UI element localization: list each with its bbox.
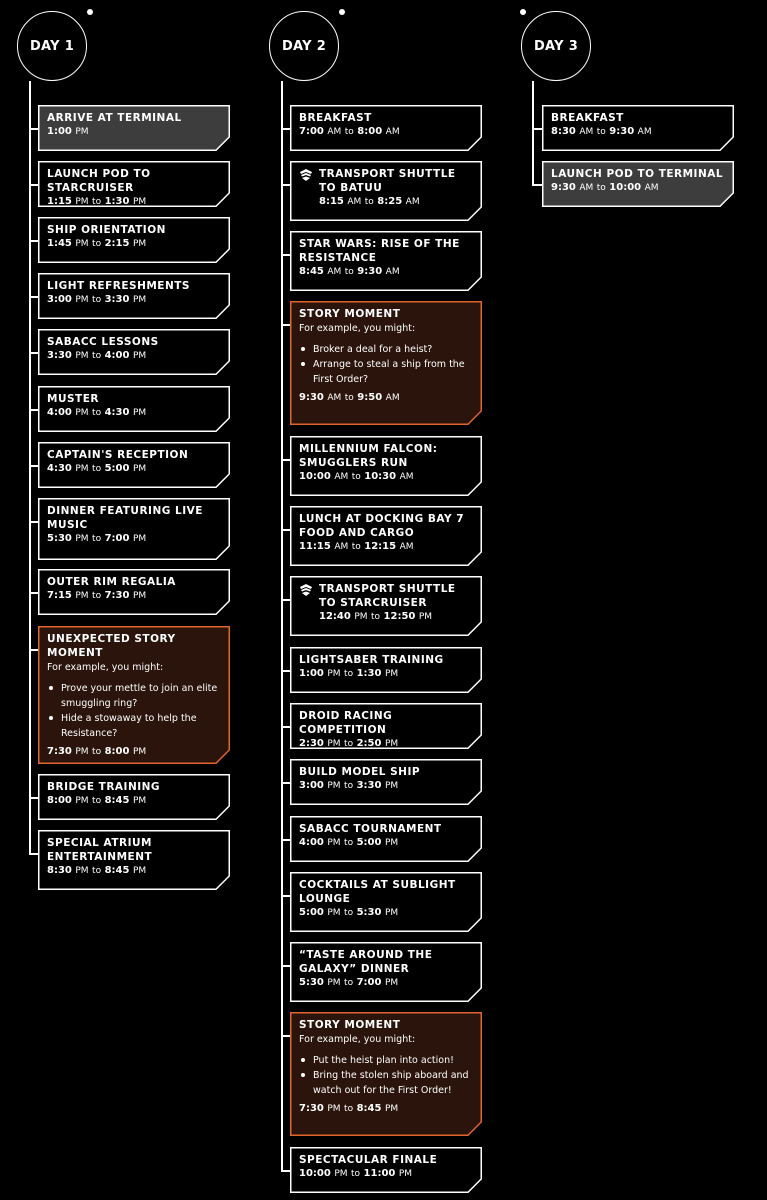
time-value: 8:00 [47, 795, 72, 806]
event-card [290, 1147, 482, 1193]
timeline-connector [281, 324, 290, 326]
time-separator: to [351, 472, 361, 482]
time-separator: to [344, 838, 354, 848]
event-card [290, 506, 482, 566]
event-time [47, 864, 220, 878]
day-label: DAY 1 [29, 38, 75, 54]
time-meridiem: PM [75, 866, 89, 876]
timeline-connector [281, 895, 290, 897]
timeline-connector [29, 184, 38, 186]
time-value: 5:00 [299, 907, 324, 918]
time-separator: to [351, 1169, 361, 1179]
event-time [47, 532, 220, 546]
time-meridiem: AM [334, 542, 349, 552]
time-meridiem: PM [75, 295, 89, 305]
event-time [47, 406, 220, 420]
event-time [299, 667, 472, 681]
time-value: 4:00 [299, 837, 324, 848]
time-separator: to [344, 978, 354, 988]
timeline-connector [29, 592, 38, 594]
event-card [38, 161, 230, 207]
event-card [290, 231, 482, 291]
time-meridiem: PM [132, 464, 147, 474]
time-meridiem: PM [132, 591, 147, 601]
event-card [38, 442, 230, 488]
time-meridiem: AM [399, 472, 414, 482]
event-time [299, 470, 472, 484]
time-meridiem: PM [327, 978, 341, 988]
day-marker-dot [339, 9, 345, 15]
event-title: SPECTACULAR FINALE [299, 1154, 438, 1166]
day-label: DAY 2 [281, 38, 327, 54]
event-title: BREAKFAST [551, 112, 624, 124]
timeline-connector [532, 128, 542, 130]
timeline-connector [281, 1170, 290, 1172]
event-time [47, 462, 220, 476]
event-title: LIGHT REFRESHMENTS [47, 280, 190, 292]
time-separator: to [344, 669, 354, 679]
event-time [299, 540, 472, 554]
time-value: 8:45 [299, 266, 324, 277]
time-value: 3:30 [104, 294, 130, 305]
timeline-connector [29, 240, 38, 242]
time-value: 8:15 [319, 196, 344, 207]
time-separator: to [351, 542, 361, 552]
time-value: 8:00 [357, 126, 383, 137]
time-value: 1:15 [47, 196, 72, 207]
time-meridiem: AM [579, 127, 594, 137]
story-option: Broker a deal for a heist? [313, 342, 472, 357]
timeline-connector [29, 128, 38, 130]
time-value: 8:30 [47, 865, 72, 876]
time-meridiem: AM [579, 183, 594, 193]
time-value: 12:50 [383, 611, 416, 622]
story-options [47, 681, 220, 741]
time-separator: to [344, 739, 354, 749]
event-card [290, 161, 482, 221]
event-title: BREAKFAST [299, 112, 372, 124]
time-meridiem: PM [384, 781, 399, 791]
time-value: 4:30 [104, 407, 130, 418]
time-meridiem: AM [637, 127, 652, 137]
time-value: 9:30 [299, 392, 324, 403]
story-option: Arrange to steal a ship from the First Order? [313, 357, 472, 387]
timeline-connector [29, 409, 38, 411]
time-meridiem: PM [132, 796, 147, 806]
time-meridiem: PM [132, 866, 147, 876]
time-meridiem: PM [398, 1169, 413, 1179]
time-value: 7:00 [104, 533, 130, 544]
event-time [47, 794, 220, 808]
event-title: TRANSPORT SHUTTLE TO STARCRUISER [319, 583, 456, 609]
timeline-connector [29, 296, 38, 298]
story-options [299, 342, 472, 387]
day-1-circle [17, 11, 87, 81]
timeline-connector [29, 521, 38, 523]
time-meridiem: PM [327, 739, 341, 749]
time-meridiem: PM [384, 669, 399, 679]
time-separator: to [92, 295, 102, 305]
time-separator: to [92, 197, 102, 207]
event-time [299, 737, 472, 751]
time-value: 5:00 [104, 463, 130, 474]
time-separator: to [92, 796, 102, 806]
event-card [38, 774, 230, 820]
event-time [47, 745, 220, 759]
shuttle-icon [299, 167, 313, 209]
time-meridiem: AM [385, 127, 400, 137]
event-card [290, 942, 482, 1002]
event-title: OUTER RIM REGALIA [47, 576, 176, 588]
time-meridiem: PM [384, 978, 399, 988]
time-meridiem: AM [385, 393, 400, 403]
event-card [290, 576, 482, 636]
time-meridiem: PM [384, 1104, 399, 1114]
story-intro: For example, you might: [299, 1034, 416, 1045]
time-value: 7:30 [104, 590, 130, 601]
time-value: 8:45 [356, 1103, 382, 1114]
event-title: STAR WARS: RISE OF THE RESISTANCE [299, 238, 460, 264]
event-card [38, 329, 230, 375]
event-time [47, 293, 220, 307]
time-meridiem: AM [644, 183, 659, 193]
timeline-connector [29, 465, 38, 467]
event-card [290, 816, 482, 862]
time-separator: to [92, 351, 102, 361]
time-meridiem: AM [385, 267, 400, 277]
story-moment-card [290, 1012, 482, 1136]
event-time [47, 195, 220, 209]
timeline-connector [29, 797, 38, 799]
event-card [38, 569, 230, 615]
time-separator: to [92, 591, 102, 601]
time-separator: to [596, 183, 606, 193]
time-value: 5:30 [47, 533, 72, 544]
event-time [47, 589, 220, 603]
time-separator: to [92, 239, 102, 249]
event-time [47, 237, 220, 251]
day-2-circle [269, 11, 339, 81]
event-card [542, 105, 734, 151]
time-separator: to [92, 464, 102, 474]
event-time [299, 976, 472, 990]
time-meridiem: PM [334, 1169, 348, 1179]
event-card [290, 703, 482, 749]
event-card [38, 498, 230, 560]
event-time [299, 836, 472, 850]
time-meridiem: PM [132, 197, 147, 207]
time-value: 1:45 [47, 238, 72, 249]
time-value: 12:15 [364, 541, 397, 552]
event-title: UNEXPECTED STORY MOMENT [47, 633, 176, 659]
time-value: 11:00 [363, 1168, 396, 1179]
timeline-connector [281, 782, 290, 784]
time-meridiem: AM [334, 472, 349, 482]
event-title: SABACC LESSONS [47, 336, 159, 348]
event-title: SPECIAL ATRIUM ENTERTAINMENT [47, 837, 153, 863]
time-separator: to [344, 393, 354, 403]
event-card [38, 105, 230, 151]
time-meridiem: PM [75, 591, 89, 601]
timeline-connector [281, 599, 290, 601]
timeline-connector [29, 853, 38, 855]
time-value: 9:30 [357, 266, 383, 277]
timeline-spine [281, 81, 283, 1171]
timeline-connector [281, 254, 290, 256]
time-value: 5:30 [356, 907, 382, 918]
event-title: CAPTAIN'S RECEPTION [47, 449, 189, 461]
timeline-spine [532, 81, 534, 185]
time-meridiem: PM [354, 612, 368, 622]
time-meridiem: PM [132, 351, 147, 361]
time-separator: to [364, 197, 374, 207]
event-time [551, 181, 724, 195]
story-option: Prove your mettle to join an elite smuggling ring? [61, 681, 220, 711]
timeline-connector [281, 670, 290, 672]
time-value: 3:00 [299, 780, 324, 791]
event-time [299, 125, 472, 139]
event-title: COCKTAILS AT SUBLIGHT LOUNGE [299, 879, 456, 905]
time-meridiem: PM [132, 295, 147, 305]
time-meridiem: PM [75, 796, 89, 806]
event-title: STORY MOMENT [299, 1019, 401, 1031]
time-separator: to [344, 781, 354, 791]
timeline-connector [281, 529, 290, 531]
event-time [47, 125, 220, 139]
event-title: LAUNCH POD TO TERMINAL [551, 168, 724, 180]
event-card [38, 273, 230, 319]
time-value: 4:00 [47, 407, 72, 418]
time-value: 2:50 [356, 738, 382, 749]
time-value: 11:15 [299, 541, 331, 552]
time-value: 2:30 [299, 738, 324, 749]
event-card [542, 161, 734, 207]
time-value: 12:40 [319, 611, 351, 622]
story-option: Bring the stolen ship aboard and watch out for the First Order! [313, 1068, 472, 1098]
timeline-connector [281, 839, 290, 841]
timeline-connector [29, 649, 38, 651]
event-title: STORY MOMENT [299, 308, 401, 320]
time-meridiem: AM [347, 197, 362, 207]
timeline-connector [281, 459, 290, 461]
time-meridiem: PM [132, 408, 147, 418]
event-card [290, 759, 482, 805]
time-meridiem: PM [327, 1104, 341, 1114]
event-card [290, 872, 482, 932]
time-separator: to [92, 534, 102, 544]
time-value: 1:00 [299, 668, 324, 679]
timeline-connector [29, 352, 38, 354]
time-value: 3:00 [47, 294, 72, 305]
event-time [47, 349, 220, 363]
time-meridiem: PM [75, 197, 89, 207]
time-separator: to [92, 866, 102, 876]
time-value: 8:45 [104, 795, 130, 806]
time-value: 8:00 [104, 746, 130, 757]
time-meridiem: PM [75, 747, 89, 757]
event-title: BUILD MODEL SHIP [299, 766, 421, 778]
event-card [38, 217, 230, 263]
event-card [38, 830, 230, 890]
timeline-connector [281, 184, 290, 186]
time-meridiem: AM [327, 393, 342, 403]
time-meridiem: PM [75, 127, 89, 137]
day-marker-dot [520, 9, 526, 15]
time-value: 4:30 [47, 463, 72, 474]
time-meridiem: PM [327, 781, 341, 791]
time-meridiem: PM [384, 908, 399, 918]
time-value: 8:30 [551, 126, 576, 137]
time-value: 10:00 [299, 471, 331, 482]
time-separator: to [344, 1104, 354, 1114]
event-time [299, 906, 472, 920]
time-meridiem: PM [75, 239, 89, 249]
time-value: 5:00 [356, 837, 382, 848]
story-intro: For example, you might: [47, 662, 164, 673]
time-value: 7:00 [356, 977, 382, 988]
time-meridiem: AM [327, 127, 342, 137]
story-option: Put the heist plan into action! [313, 1053, 472, 1068]
event-time [551, 125, 724, 139]
time-meridiem: PM [384, 739, 399, 749]
event-title: TRANSPORT SHUTTLE TO BATUU [319, 168, 456, 194]
event-time [299, 391, 472, 405]
time-separator: to [344, 267, 354, 277]
timeline-connector [281, 726, 290, 728]
shuttle-icon [299, 582, 313, 624]
time-meridiem: PM [75, 351, 89, 361]
event-title: “TASTE AROUND THE GALAXY” DINNER [299, 949, 433, 975]
time-meridiem: PM [75, 534, 89, 544]
time-value: 10:00 [299, 1168, 331, 1179]
event-card [38, 386, 230, 432]
time-value: 9:30 [609, 126, 635, 137]
story-moment-card [290, 301, 482, 425]
time-value: 5:30 [299, 977, 324, 988]
event-title: LUNCH AT DOCKING BAY 7 FOOD AND CARGO [299, 513, 465, 539]
time-meridiem: AM [399, 542, 414, 552]
time-separator: to [596, 127, 606, 137]
time-separator: to [92, 408, 102, 418]
time-value: 7:30 [47, 746, 72, 757]
event-title: LAUNCH POD TO STARCRUISER [47, 168, 151, 194]
time-value: 10:00 [609, 182, 642, 193]
day-label: DAY 3 [533, 38, 579, 54]
timeline-connector [281, 128, 290, 130]
event-title: ARRIVE AT TERMINAL [47, 112, 182, 124]
time-value: 9:30 [551, 182, 576, 193]
time-meridiem: PM [327, 908, 341, 918]
timeline-spine [29, 81, 31, 854]
time-value: 1:00 [47, 126, 72, 137]
time-meridiem: PM [418, 612, 433, 622]
time-separator: to [344, 908, 354, 918]
time-separator: to [92, 747, 102, 757]
time-value: 1:30 [356, 668, 382, 679]
time-value: 3:30 [47, 350, 72, 361]
event-title: LIGHTSABER TRAINING [299, 654, 444, 666]
story-option: Hide a stowaway to help the Resistance? [61, 711, 220, 741]
event-time [299, 779, 472, 793]
time-value: 8:25 [377, 196, 403, 207]
time-meridiem: AM [405, 197, 420, 207]
time-value: 7:15 [47, 590, 72, 601]
time-meridiem: PM [75, 408, 89, 418]
event-title: BRIDGE TRAINING [47, 781, 161, 793]
story-intro: For example, you might: [299, 323, 416, 334]
time-value: 4:00 [104, 350, 130, 361]
time-meridiem: PM [132, 747, 147, 757]
day-marker-dot [87, 9, 93, 15]
event-card [290, 647, 482, 693]
event-time [299, 1167, 472, 1181]
time-value: 10:30 [364, 471, 397, 482]
event-card [290, 105, 482, 151]
time-value: 8:45 [104, 865, 130, 876]
day-3-circle [521, 11, 591, 81]
event-card [290, 436, 482, 496]
time-value: 7:30 [299, 1103, 324, 1114]
event-title: DINNER FEATURING LIVE MUSIC [47, 505, 203, 531]
event-time [299, 1102, 472, 1116]
event-time [319, 610, 472, 624]
timeline-connector [281, 1035, 290, 1037]
time-meridiem: PM [327, 838, 341, 848]
timeline-connector [281, 965, 290, 967]
time-separator: to [344, 127, 354, 137]
time-value: 7:00 [299, 126, 324, 137]
story-options [299, 1053, 472, 1098]
time-value: 1:30 [104, 196, 130, 207]
event-title: SABACC TOURNAMENT [299, 823, 442, 835]
event-title: SHIP ORIENTATION [47, 224, 166, 236]
event-time [299, 265, 472, 279]
time-value: 9:50 [357, 392, 383, 403]
event-title: MILLENNIUM FALCON: SMUGGLERS RUN [299, 443, 438, 469]
timeline-connector [532, 184, 542, 186]
event-title: MUSTER [47, 393, 99, 405]
event-title: DROID RACING COMPETITION [299, 710, 393, 736]
time-meridiem: PM [384, 838, 399, 848]
time-meridiem: PM [327, 669, 341, 679]
time-meridiem: PM [132, 239, 147, 249]
time-meridiem: PM [132, 534, 147, 544]
time-value: 3:30 [356, 780, 382, 791]
event-time [319, 195, 472, 209]
time-separator: to [371, 612, 381, 622]
time-value: 2:15 [104, 238, 130, 249]
time-meridiem: PM [75, 464, 89, 474]
story-moment-card [38, 626, 230, 764]
time-meridiem: AM [327, 267, 342, 277]
